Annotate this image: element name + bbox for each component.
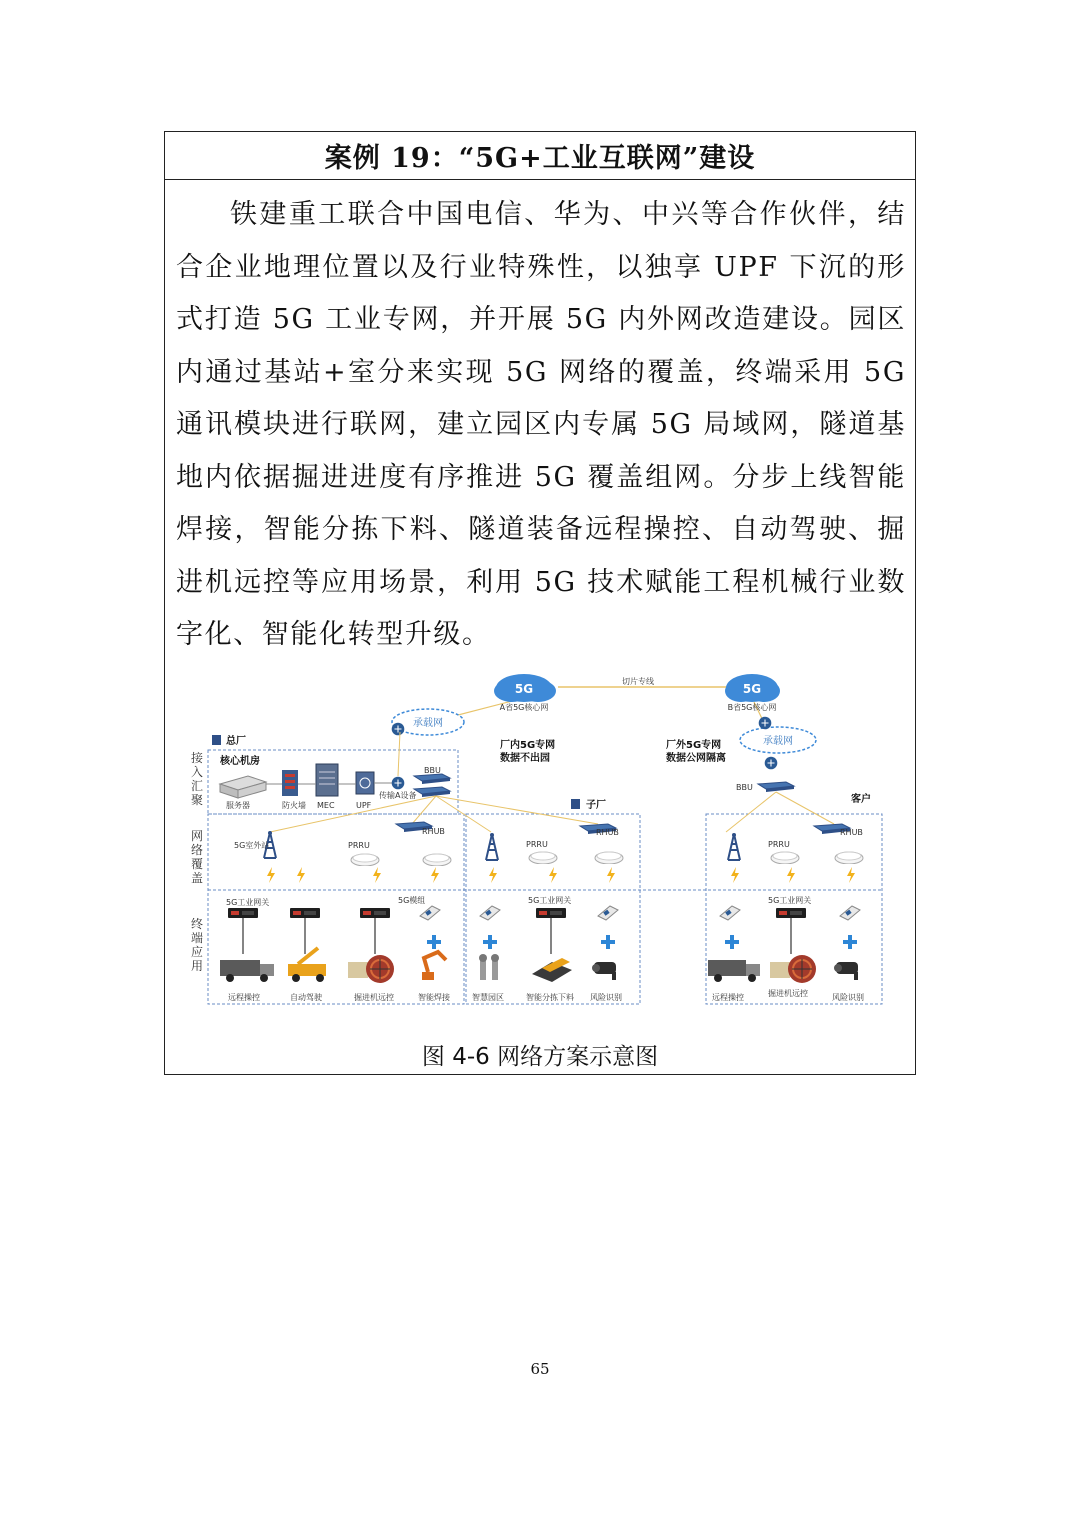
app-risk-detection-customer: 风险识别 bbox=[832, 993, 864, 1002]
case-paragraph: 铁建重工联合中国电信、华为、中兴等合作伙伴，结合企业地理位置以及行业特殊性，以独享 UPF 下沉的形式打造 5G 工业专网，并开展 5G 内外网改造建设。园区内通过基站+室分来实现 5G 网络的覆盖，终端采用 5G 通讯模块进行联网，建立园区内专属 5G 局域网，隧道基地内依据掘进进度有序推进 5G 覆盖组网。分步上线智能焊接，智能分拣下料、隧道装备远程操控、自动驾驶、掘进机远控等应用场景，利用 5G 技术赋能工程机械行业数字化、智能化转型升级。 bbox=[176, 199, 906, 650]
gateway-icon bbox=[228, 908, 258, 918]
figure-caption: 图 4-6 网络方案示意图 bbox=[421, 1044, 659, 1070]
signal-icon bbox=[731, 867, 739, 883]
slice-line-label: 切片专线 bbox=[622, 677, 654, 686]
prru-label: PRRU bbox=[348, 841, 370, 850]
plus-icon bbox=[725, 935, 739, 949]
tbm-icon bbox=[770, 955, 816, 983]
crane-truck-icon bbox=[288, 948, 326, 982]
rhub-label-sub: RHUB bbox=[596, 828, 619, 837]
camera-icon bbox=[592, 962, 616, 980]
app-remote-control: 远程操控 bbox=[228, 993, 260, 1002]
bbu-label-main: BBU bbox=[424, 766, 441, 775]
router-icon bbox=[392, 723, 405, 736]
bbu-label-customer: BBU bbox=[736, 783, 753, 792]
fiber-links bbox=[270, 792, 834, 832]
bearer-network-a bbox=[392, 709, 464, 735]
cloud-5g-label: 5G bbox=[514, 682, 534, 696]
core-room-label: 核心机房 bbox=[220, 756, 260, 767]
row-label-terminal: 终端应用 bbox=[191, 917, 204, 973]
site-sub: 子厂 bbox=[586, 800, 606, 811]
bearer-label-a: 承载网 bbox=[413, 718, 443, 729]
app-tbm-remote-customer: 掘进机远控 bbox=[768, 989, 808, 998]
plus-icon bbox=[601, 935, 615, 949]
prru-icon bbox=[423, 854, 451, 866]
bbu-icon bbox=[758, 782, 794, 792]
prru-icon bbox=[595, 852, 623, 864]
plus-icon bbox=[427, 935, 441, 949]
outer-note-1: 厂外5G专网 bbox=[666, 740, 722, 751]
core-b-label: B省5G核心网 bbox=[727, 703, 777, 712]
bbu-icon bbox=[414, 774, 450, 784]
signal-icon bbox=[607, 867, 615, 883]
signal-icon bbox=[431, 867, 439, 883]
gateway-label-customer: 5G工业网关 bbox=[768, 896, 812, 905]
prru-icon bbox=[835, 852, 863, 864]
firewall-icon bbox=[282, 770, 298, 796]
prru-icon bbox=[529, 852, 557, 864]
mec-icon bbox=[316, 764, 338, 796]
plus-icon bbox=[843, 935, 857, 949]
smart-park-icon bbox=[479, 954, 499, 980]
network-diagram bbox=[186, 672, 900, 1010]
outdoor-station-label: 5G室外站 bbox=[234, 841, 270, 850]
gateway-icon bbox=[536, 908, 566, 918]
cloud-5g-label-b: 5G bbox=[742, 682, 762, 696]
server-icon bbox=[220, 776, 266, 798]
router-icon bbox=[392, 777, 405, 790]
router-icon bbox=[765, 757, 778, 770]
core-network-a bbox=[494, 674, 556, 712]
signal-icon bbox=[549, 867, 557, 883]
equip-upf: UPF bbox=[356, 801, 372, 810]
module-icon bbox=[840, 906, 860, 920]
gateway-label: 5G工业网关 bbox=[226, 898, 270, 907]
upf-icon bbox=[356, 772, 374, 794]
prru-label-sub: PRRU bbox=[526, 840, 548, 849]
transport-label: 传输A设备 bbox=[379, 791, 417, 800]
rhub-label-customer: RHUB bbox=[840, 828, 863, 837]
signal-icon bbox=[847, 867, 855, 883]
signal-icon bbox=[297, 867, 305, 883]
equip-mec: MEC bbox=[317, 801, 335, 810]
app-smart-sorting: 智能分拣下料 bbox=[526, 993, 574, 1002]
camera-icon bbox=[834, 962, 858, 980]
page-number: 65 bbox=[530, 1360, 550, 1378]
site-customer: 客户 bbox=[851, 794, 871, 805]
module-label: 5G模组 bbox=[398, 896, 426, 905]
bearer-label-b: 承载网 bbox=[763, 736, 793, 747]
welding-robot-icon bbox=[422, 952, 446, 980]
case-title: 案例 19：“5G+工业互联网”建设 bbox=[165, 132, 915, 180]
core-network-b bbox=[725, 674, 780, 712]
equip-firewall: 防火墙 bbox=[282, 801, 306, 810]
app-remote-control-customer: 远程操控 bbox=[712, 993, 744, 1002]
module-icon bbox=[598, 906, 618, 920]
site-main: 总厂 bbox=[226, 736, 246, 747]
plus-icon bbox=[483, 935, 497, 949]
factory-icon bbox=[571, 799, 580, 809]
row-label-coverage: 网络覆盖 bbox=[191, 829, 204, 885]
inner-note-1: 厂内5G专网 bbox=[500, 740, 556, 751]
app-autonomous-driving: 自动驾驶 bbox=[290, 993, 322, 1002]
gateway-icon bbox=[290, 908, 320, 918]
factory-icon bbox=[212, 735, 221, 745]
prru-icon bbox=[351, 854, 379, 866]
tbm-icon bbox=[348, 955, 394, 983]
module-icon bbox=[720, 906, 740, 920]
bbu-icon bbox=[414, 787, 450, 797]
outdoor-station-icon bbox=[486, 833, 498, 860]
sorting-machine-icon bbox=[532, 958, 572, 982]
signal-icon bbox=[267, 867, 275, 883]
app-smart-park: 智慧园区 bbox=[472, 993, 504, 1002]
gateway-icon bbox=[360, 908, 390, 918]
truck-icon bbox=[708, 960, 760, 982]
gateway-label-sub: 5G工业网关 bbox=[528, 896, 572, 905]
app-tbm-remote: 掘进机远控 bbox=[354, 993, 394, 1002]
row-label-access: 接入汇聚 bbox=[191, 751, 204, 807]
module-icon bbox=[420, 906, 440, 920]
outer-note-2: 数据公网隔离 bbox=[666, 753, 726, 764]
prru-label-customer: PRRU bbox=[768, 840, 790, 849]
equip-server: 服务器 bbox=[226, 801, 250, 810]
gateway-icon bbox=[776, 908, 806, 918]
module-icon bbox=[480, 906, 500, 920]
outdoor-station-icon bbox=[728, 833, 740, 860]
signal-icon bbox=[373, 867, 381, 883]
signal-icon bbox=[787, 867, 795, 883]
rhub-label: RHUB bbox=[422, 827, 445, 836]
signal-icon bbox=[489, 867, 497, 883]
inner-note-2: 数据不出园 bbox=[500, 753, 550, 764]
prru-icon bbox=[771, 852, 799, 864]
bearer-network-b bbox=[740, 717, 816, 770]
case-body bbox=[176, 189, 906, 662]
app-risk-detection: 风险识别 bbox=[590, 993, 622, 1002]
app-smart-welding: 智能焊接 bbox=[418, 993, 450, 1002]
core-a-label: A省5G核心网 bbox=[499, 703, 549, 712]
truck-icon bbox=[220, 960, 274, 982]
router-icon bbox=[759, 717, 772, 730]
